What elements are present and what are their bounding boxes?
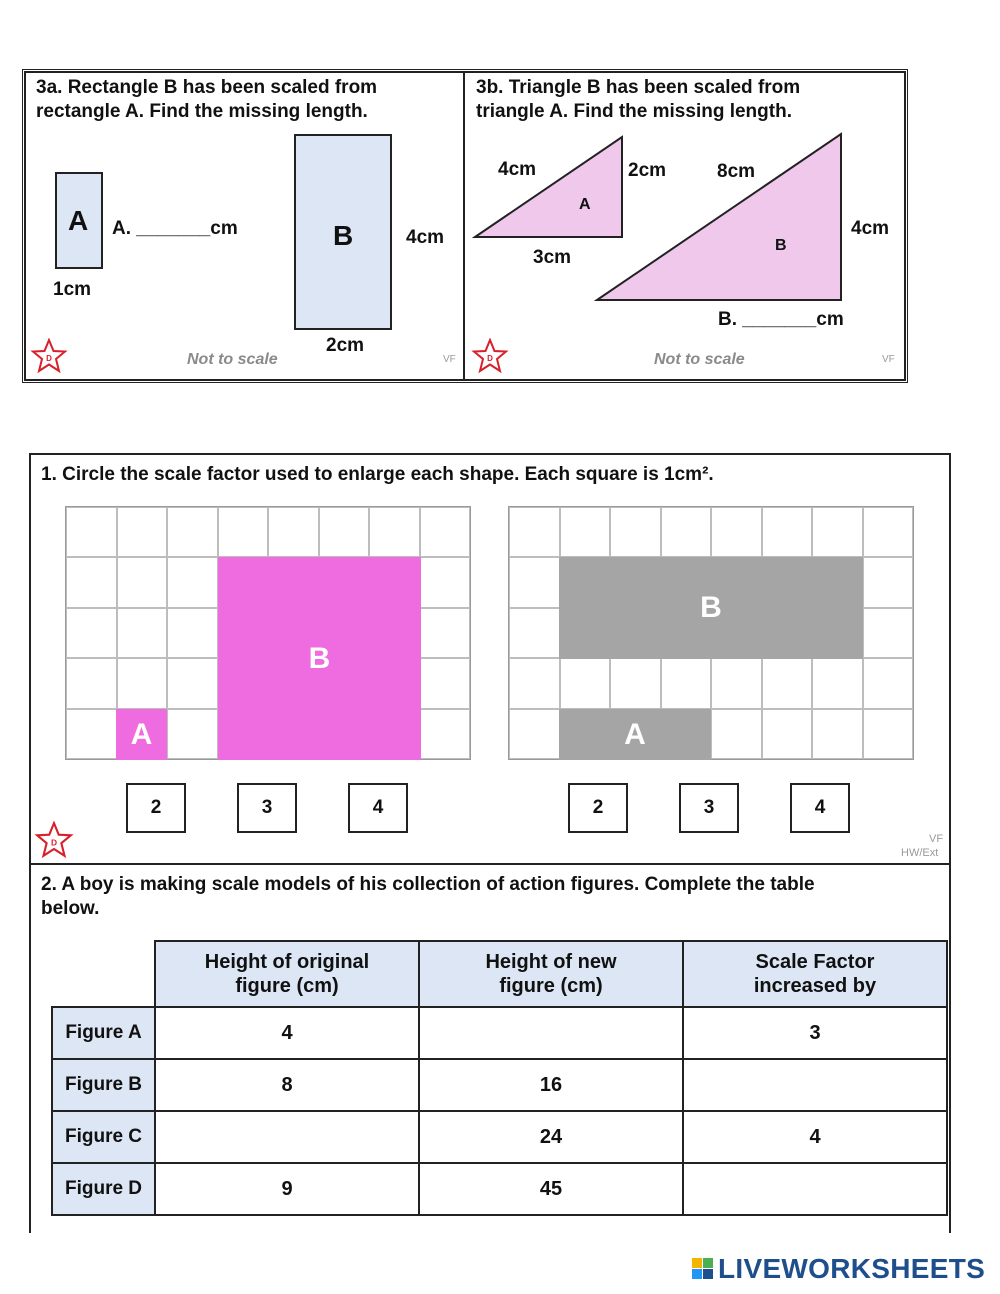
rectangle-a-label: A xyxy=(68,205,89,236)
triangle-b-side-label: 4cm xyxy=(851,218,890,239)
triangle-b-answer-prompt[interactable]: B. _______cm xyxy=(718,309,844,330)
triangle-a-hypotenuse-label: 4cm xyxy=(498,159,537,180)
cell-factor[interactable]: 4 xyxy=(683,1111,947,1163)
figures-table xyxy=(51,940,948,1216)
question-divider xyxy=(29,863,951,865)
not-to-scale-note-3a: Not to scale xyxy=(187,351,278,368)
vf-mark-3a: VF xyxy=(443,354,456,365)
triangle-a-side-label: 2cm xyxy=(628,160,667,181)
difficulty-star-icon xyxy=(471,338,509,374)
triangle-a-label: A xyxy=(579,196,591,213)
question-2-title-line1: 2. A boy is making scale models of his collection of action figures. Complete the table xyxy=(41,874,815,895)
row-label: Figure B xyxy=(52,1059,155,1111)
header-original-height: Height of original figure (cm) xyxy=(155,941,419,1007)
vf-mark-3b: VF xyxy=(882,354,895,365)
cell-original[interactable] xyxy=(155,1111,419,1163)
grid-1-option-2[interactable]: 2 xyxy=(126,783,186,833)
triangle-b-hypotenuse-label: 8cm xyxy=(717,161,756,182)
table-row xyxy=(52,1007,947,1059)
rectangle-a-width-label: 1cm xyxy=(53,279,92,300)
grid-1-shape-b xyxy=(218,557,421,760)
star-label: D xyxy=(487,354,493,363)
question-2-title-line2: below. xyxy=(41,898,100,919)
grid-1-shape-b-label: B xyxy=(308,641,331,675)
header-new-height: Height of new figure (cm) xyxy=(419,941,683,1007)
cell-original[interactable]: 8 xyxy=(155,1059,419,1111)
cell-factor[interactable] xyxy=(683,1163,947,1215)
star-label: D xyxy=(50,837,58,848)
question-3a-title-line2: rectangle A. Find the missing length. xyxy=(36,101,368,122)
question-3b-title-line1: 3b. Triangle B has been scaled from xyxy=(476,77,801,98)
grid-2-shape-a xyxy=(559,709,711,760)
triangles-figure xyxy=(466,128,906,308)
cell-factor[interactable]: 3 xyxy=(683,1007,947,1059)
question-1-title: 1. Circle the scale factor used to enlarge each shape. Each square is 1cm². xyxy=(41,464,714,485)
grid-2-shape-b-label: B xyxy=(700,591,722,624)
rectangle-b-width-label: 2cm xyxy=(326,335,365,356)
cell-original[interactable]: 9 xyxy=(155,1163,419,1215)
grid-2-shape-b xyxy=(559,557,863,659)
rectangle-b-label: B xyxy=(333,220,354,251)
star-label: D xyxy=(46,354,52,363)
table-row xyxy=(52,1059,947,1111)
table-header-row xyxy=(52,941,947,1007)
grid-2-option-4[interactable]: 4 xyxy=(790,783,850,833)
question-2-title xyxy=(41,873,815,921)
rectangle-b-height-label: 4cm xyxy=(406,227,445,248)
row-label: Figure D xyxy=(52,1163,155,1215)
cell-new[interactable] xyxy=(419,1007,683,1059)
table-row xyxy=(52,1163,947,1215)
grid-2-shape-a-label: A xyxy=(624,717,646,751)
header-scale-factor: Scale Factor increased by xyxy=(683,941,947,1007)
question-3a-title-line1: 3a. Rectangle B has been scaled from xyxy=(36,77,378,98)
row-label: Figure A xyxy=(52,1007,155,1059)
cell-original[interactable]: 4 xyxy=(155,1007,419,1059)
grid-2-option-3[interactable]: 3 xyxy=(679,783,739,833)
grid-2-option-2[interactable]: 2 xyxy=(568,783,628,833)
triangle-b-label: B xyxy=(775,237,787,254)
not-to-scale-note-3b: Not to scale xyxy=(654,351,745,368)
rectangle-a-answer-prompt[interactable]: A. _______cm xyxy=(112,218,238,239)
grid-1-shape-a xyxy=(116,709,167,760)
triangle-a-base-label: 3cm xyxy=(533,247,572,268)
cell-new[interactable]: 45 xyxy=(419,1163,683,1215)
hw-ext-mark: HW/Ext xyxy=(901,847,939,859)
liveworksheets-brand: LIVEWORKSHEETS xyxy=(718,1253,986,1284)
cell-new[interactable]: 16 xyxy=(419,1059,683,1111)
grid-1-shape-a-label: A xyxy=(130,717,153,751)
table-row xyxy=(52,1111,947,1163)
liveworksheets-logo-icon xyxy=(692,1258,714,1280)
triangle-a xyxy=(475,137,622,237)
question-3b-title xyxy=(476,76,800,124)
triangle-b xyxy=(597,134,841,300)
difficulty-star-icon xyxy=(30,338,68,374)
question-3a-title xyxy=(36,76,377,124)
vf-mark-q1: VF xyxy=(929,833,944,845)
question-3b-title-line2: triangle A. Find the missing length. xyxy=(476,101,792,122)
difficulty-star-icon xyxy=(34,821,74,859)
cell-factor[interactable] xyxy=(683,1059,947,1111)
table-corner xyxy=(52,941,155,1007)
grid-1-option-4[interactable]: 4 xyxy=(348,783,408,833)
row-label: Figure C xyxy=(52,1111,155,1163)
grid-1-option-3[interactable]: 3 xyxy=(237,783,297,833)
cell-new[interactable]: 24 xyxy=(419,1111,683,1163)
